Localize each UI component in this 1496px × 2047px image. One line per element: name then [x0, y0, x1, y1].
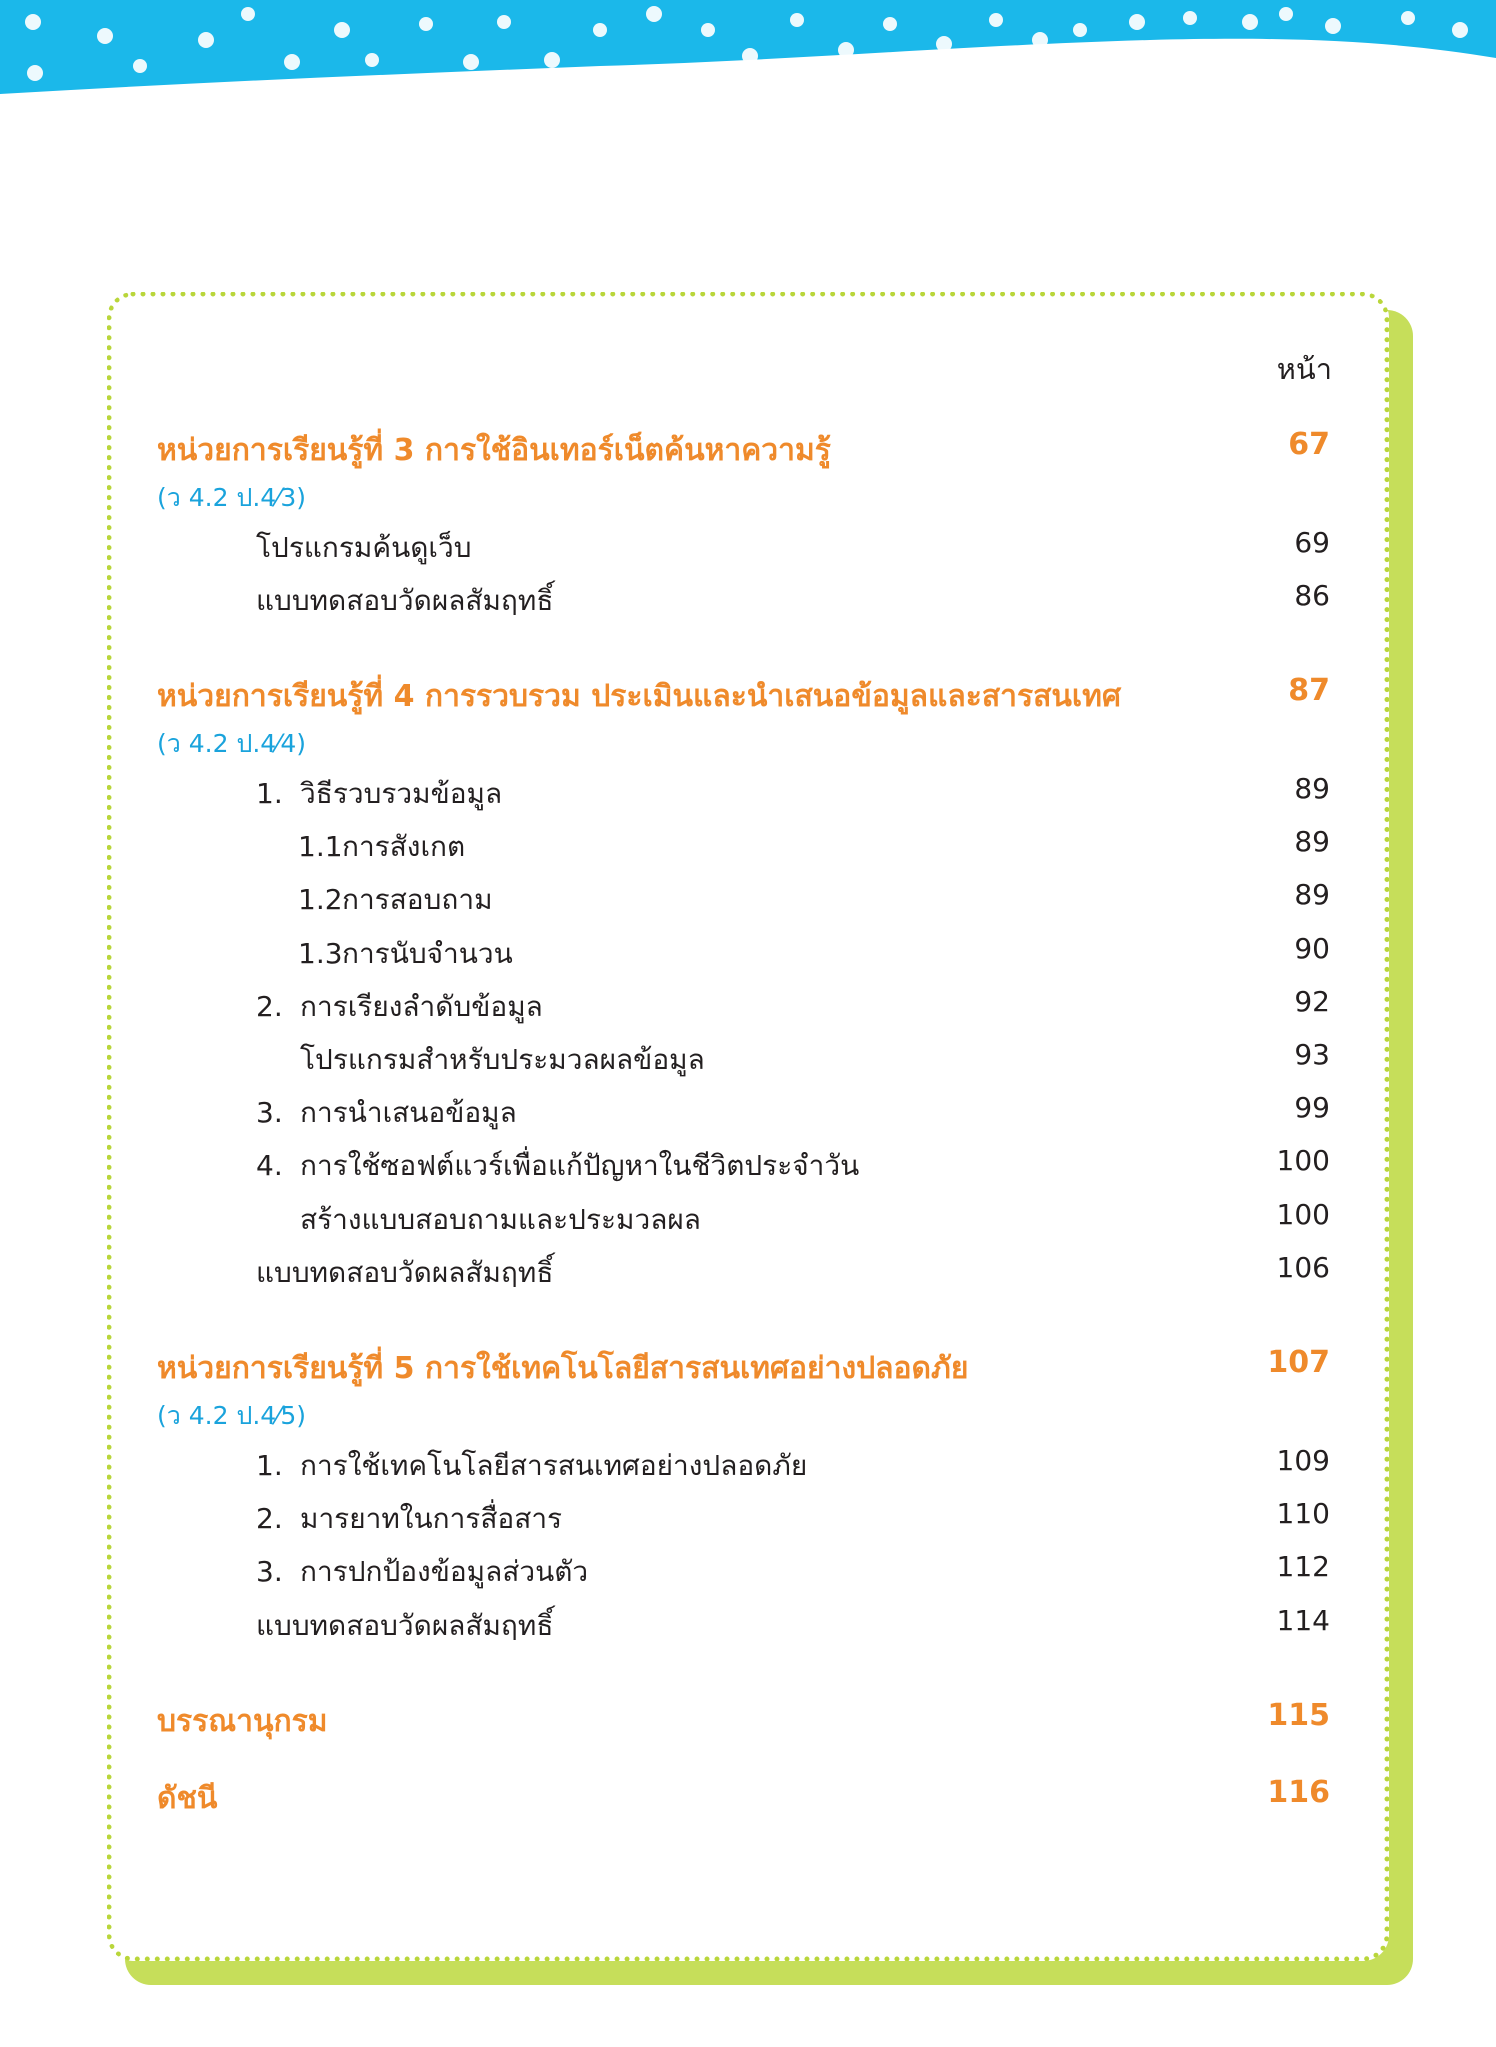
unit-title: [157, 1345, 968, 1392]
page-number: 100: [1276, 1197, 1330, 1231]
entry-text: การใช้ซอฟต์แวร์เพื่อแก้ปัญหาในชีวิตประจำวัน: [300, 1149, 860, 1183]
entry-text: แบบทดสอบวัดผลสัมฤทธิ์: [256, 1608, 554, 1642]
entry-number: 1.2: [298, 883, 343, 917]
page-number: 107: [1267, 1345, 1330, 1380]
toc-entry: [0, 1251, 1496, 1295]
toc-entry: [0, 878, 1496, 922]
entry-number: 2.: [256, 1502, 283, 1536]
unit-title: [157, 427, 831, 474]
entry-text: แบบทดสอบวัดผลสัมฤทธิ์: [256, 1255, 554, 1289]
entry-number: 1.3: [298, 936, 343, 970]
unit-standard-ref: [0, 478, 1496, 522]
entry-number: 3.: [256, 1555, 283, 1589]
entry-label: [256, 1497, 562, 1541]
page-number: 109: [1276, 1444, 1330, 1477]
entry-number: 4.: [256, 1149, 283, 1183]
toc-entry: [0, 1198, 1496, 1242]
page-number: 106: [1276, 1250, 1330, 1284]
entry-label: [256, 1444, 807, 1488]
page-number: 92: [1294, 984, 1330, 1018]
page-number: 69: [1294, 526, 1330, 559]
toc-entry: [0, 1038, 1496, 1082]
unit-heading: [0, 1775, 1496, 1819]
page-number: 89: [1294, 772, 1330, 805]
toc-entry: [0, 1444, 1496, 1488]
entry-text: มารยาทในการสื่อสาร: [300, 1502, 563, 1536]
entry-text: การใช้เทคโนโลยีสารสนเทศอย่างปลอดภัย: [300, 1449, 808, 1482]
page-number: 89: [1294, 825, 1330, 859]
entry-label: [300, 1038, 705, 1082]
entry-label: [256, 579, 553, 623]
entry-text: การนับจำนวน: [342, 936, 513, 970]
entry-text: โปรแกรมสำหรับประมวลผลข้อมูล: [300, 1043, 705, 1076]
entry-label: [298, 878, 493, 922]
toc-entry: [0, 985, 1496, 1029]
entry-number: 1.: [256, 1449, 283, 1482]
entry-text: สร้างแบบสอบถามและประมวลผล: [300, 1202, 701, 1236]
toc-entry: [0, 932, 1496, 976]
ref-text: [157, 478, 306, 518]
unit-heading: [0, 427, 1496, 471]
toc-entry: [0, 579, 1496, 623]
toc-entry: [0, 1550, 1496, 1594]
toc-entry: [0, 1497, 1496, 1541]
entry-text: หน่วยการเรียนรู้ที่ 4 การรวบรวม ประเมินและนำเสนอข้อมูลและสารสนเทศ: [157, 679, 1121, 714]
entry-label: [256, 772, 502, 816]
entry-label: [300, 1198, 701, 1242]
entry-label: [256, 1144, 859, 1188]
entry-label: [298, 932, 513, 976]
top-wave-banner: [0, 0, 1496, 110]
entry-label: [298, 825, 465, 869]
page-number: 112: [1276, 1550, 1330, 1584]
page-column-label: หน้า: [1276, 352, 1332, 386]
toc-entry: [0, 1091, 1496, 1135]
toc-entry: [0, 526, 1496, 570]
toc-entry: [0, 1144, 1496, 1188]
entry-text: หน่วยการเรียนรู้ที่ 5 การใช้เทคโนโลยีสารสนเทศอย่างปลอดภัย: [157, 1351, 969, 1386]
page-number: 90: [1294, 931, 1330, 965]
entry-label: [256, 1091, 517, 1135]
entry-text: การนำเสนอข้อมูล: [300, 1096, 517, 1130]
entry-label: [256, 1550, 588, 1594]
unit-heading: [0, 1698, 1496, 1742]
entry-label: [256, 526, 471, 570]
unit-title: [157, 1698, 328, 1745]
page-number: 115: [1267, 1698, 1330, 1733]
entry-text: (ว 4.2 ป.4⁄3): [157, 483, 306, 512]
entry-text: การปกป้องข้อมูลส่วนตัว: [300, 1555, 589, 1589]
page-number: 114: [1276, 1603, 1330, 1637]
entry-text: การสังเกต: [342, 830, 466, 864]
entry-label: [256, 1604, 553, 1648]
page-number: 93: [1294, 1038, 1330, 1071]
entry-text: แบบทดสอบวัดผลสัมฤทธิ์: [256, 584, 554, 618]
entry-label: [256, 985, 543, 1029]
toc-entry: [0, 1604, 1496, 1648]
entry-text: หน่วยการเรียนรู้ที่ 3 การใช้อินเทอร์เน็ตค้นหาความรู้: [157, 433, 831, 468]
entry-text: การสอบถาม: [342, 883, 493, 917]
ref-text: [157, 1396, 306, 1436]
entry-label: [256, 1251, 553, 1295]
unit-title: [157, 673, 1121, 720]
entry-text: การเรียงลำดับข้อมูล: [300, 989, 543, 1023]
entry-text: โปรแกรมค้นดูเว็บ: [256, 531, 472, 564]
unit-heading: [0, 673, 1496, 717]
entry-number: 3.: [256, 1096, 283, 1130]
entry-number: 2.: [256, 989, 283, 1023]
entry-text: ดัชนี: [157, 1781, 218, 1816]
toc-entry: [0, 772, 1496, 816]
toc-entry: [0, 825, 1496, 869]
unit-standard-ref: [0, 1396, 1496, 1440]
entry-text: (ว 4.2 ป.4⁄5): [157, 1401, 306, 1430]
page-number: 87: [1288, 673, 1330, 708]
page-number: 116: [1267, 1775, 1330, 1810]
unit-title: [157, 1775, 217, 1822]
entry-number: 1.1: [298, 830, 343, 864]
page-number: 86: [1294, 579, 1330, 613]
unit-standard-ref: [0, 724, 1496, 768]
entry-text: (ว 4.2 ป.4⁄4): [157, 729, 306, 758]
unit-heading: [0, 1345, 1496, 1389]
entry-text: วิธีรวบรวมข้อมูล: [300, 777, 503, 810]
entry-text: บรรณานุกรม: [157, 1704, 328, 1739]
page-number: 110: [1276, 1497, 1330, 1531]
ref-text: [157, 724, 306, 764]
page-number: 99: [1294, 1091, 1330, 1125]
entry-number: 1.: [256, 777, 283, 810]
page-number: 89: [1294, 878, 1330, 912]
page-number: 67: [1288, 427, 1330, 462]
page-number: 100: [1276, 1144, 1330, 1178]
